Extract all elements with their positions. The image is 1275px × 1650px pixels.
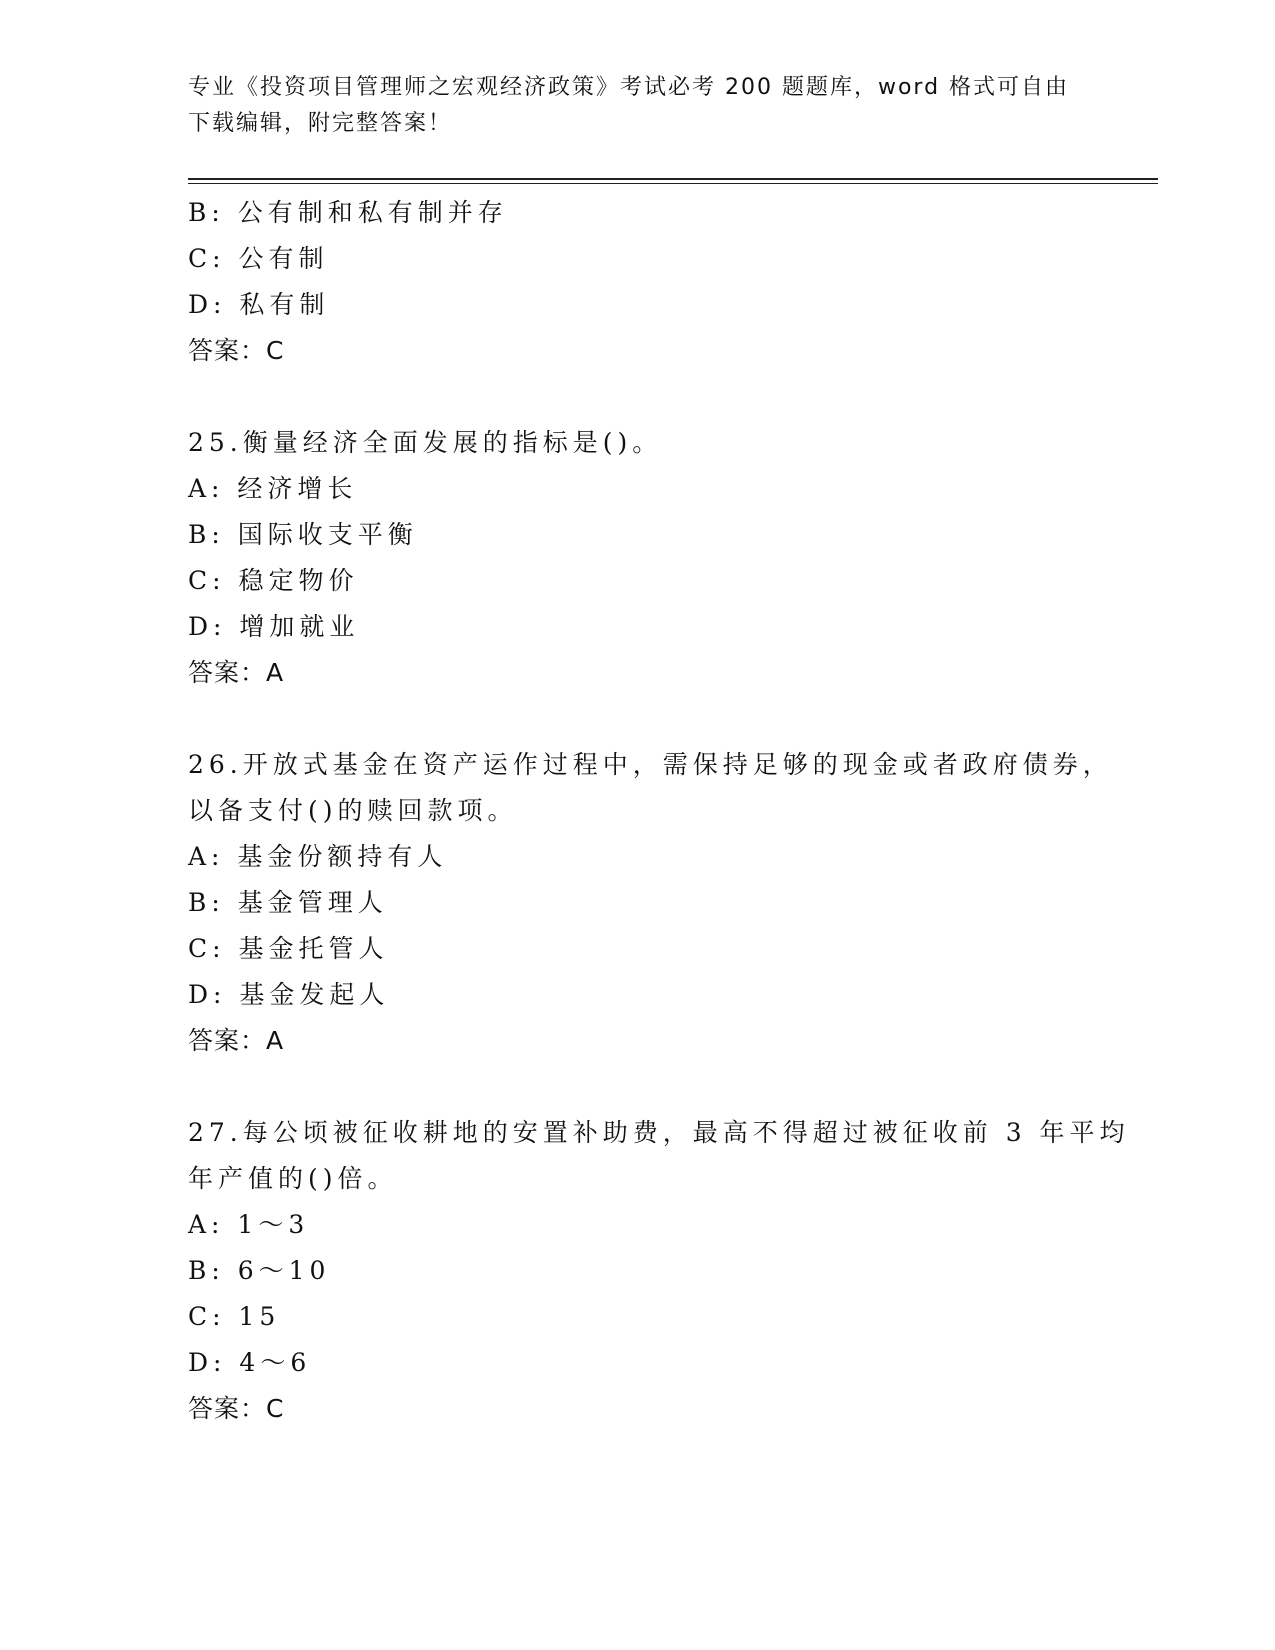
- question-stem-line-1: 26.开放式基金在资产运作过程中，需保持足够的现金或者政府债券，: [188, 750, 1113, 779]
- header-divider: [188, 178, 1158, 184]
- answer: 答案：A: [188, 658, 285, 687]
- option-b: B: 6～10: [188, 1256, 331, 1285]
- question-stem-line-1: 27.每公顷被征收耕地的安置补助费，最高不得超过被征收前 3 年平均: [188, 1118, 1130, 1147]
- option-d: D: 增加就业: [188, 612, 360, 641]
- option-c: C: 15: [188, 1302, 281, 1331]
- document-header: [188, 70, 1088, 142]
- question-stem: 25.衡量经济全面发展的指标是()。: [188, 428, 663, 457]
- spacer: [188, 696, 1088, 742]
- option-a: A: 基金份额持有人: [188, 842, 448, 871]
- option-c: C: 稳定物价: [188, 566, 359, 595]
- question-list: [188, 190, 1130, 1432]
- answer: 答案：C: [188, 1394, 285, 1423]
- option-b: B: 基金管理人: [188, 888, 388, 917]
- option-a: A: 经济增长: [188, 474, 358, 503]
- spacer: [188, 1064, 1088, 1110]
- option-d: D: 基金发起人: [188, 980, 390, 1009]
- answer: 答案：A: [188, 1026, 285, 1055]
- option-c: C: 基金托管人: [188, 934, 389, 963]
- option-b: B: 公有制和私有制并存: [188, 198, 508, 227]
- option-b: B: 国际收支平衡: [188, 520, 418, 549]
- question-26: [188, 742, 1113, 1064]
- header-line-2: 下载编辑，附完整答案！: [188, 111, 453, 136]
- question-25: [188, 420, 1088, 696]
- option-d: D: 4～6: [188, 1348, 312, 1377]
- answer: 答案：C: [188, 336, 285, 365]
- question-27: [188, 1110, 1130, 1432]
- question-stem-line-2: 年产值的()倍。: [188, 1164, 398, 1193]
- option-d: D: 私有制: [188, 290, 330, 319]
- option-c: C: 公有制: [188, 244, 329, 273]
- spacer: [188, 374, 1088, 420]
- question-stem-line-2: 以备支付()的赎回款项。: [188, 796, 518, 825]
- option-a: A: 1～3: [188, 1210, 310, 1239]
- header-line-1: 专业《投资项目管理师之宏观经济政策》考试必考 200 题题库，word 格式可自由: [188, 75, 1070, 100]
- question-24: [188, 190, 1088, 374]
